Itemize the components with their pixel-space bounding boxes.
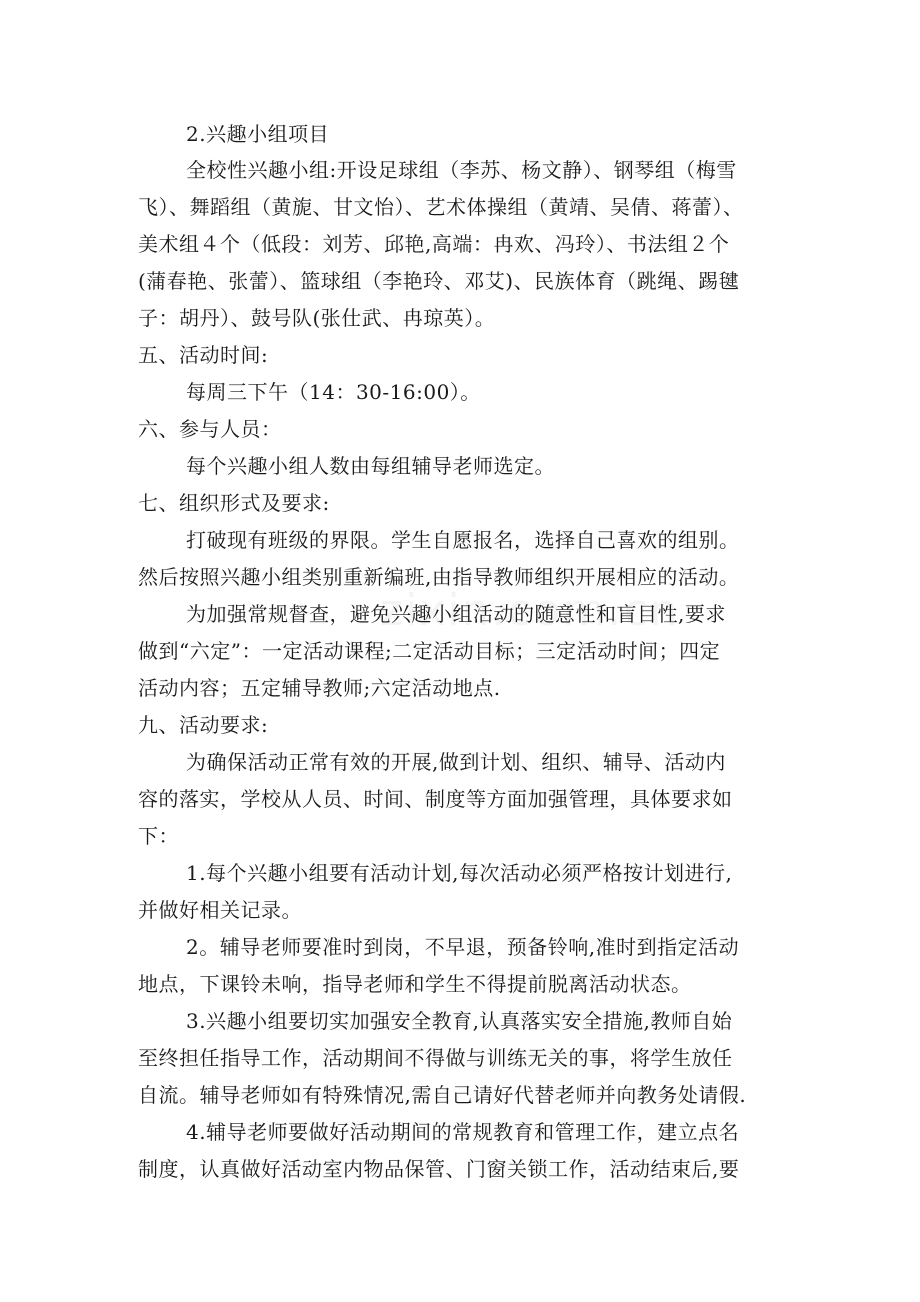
text-line: 活动内容；五定辅导教师;六定活动地点. [138,676,501,700]
text-line: 制度，认真做好活动室内物品保管、门窗关锁工作，活动结束后,要 [138,1157,740,1181]
text-line: 1.每个兴趣小组要有活动计划,每次活动必须严格按计划进行, [186,861,733,885]
text-line: 子：胡丹）、鼓号队(张仕武、冉琼英）。 [138,306,496,330]
text-line: 3.兴趣小组要切实加强安全教育,认真落实安全措施,教师自始 [186,1009,733,1033]
text-line: 2。辅导老师要准时到岗，不早退，预备铃响,准时到指定活动 [186,935,740,959]
text-line: 为确保活动正常有效的开展,做到计划、组织、辅导、活动内 [186,750,726,774]
text-line: 然后按照兴趣小组类别重新编班,由指导教师组织开展相应的活动。 [138,565,740,589]
section-heading: 六、参与人员： [138,417,282,441]
text-line: 全校性兴趣小组:开设足球组（李苏、杨文静）、钢琴组（梅雪 [186,158,737,182]
text-line: 至终担任指导工作，活动期间不得做与训练无关的事，将学生放任 [138,1046,733,1070]
text-line: 2.兴趣小组项目 [186,122,330,146]
text-line: 下： [138,824,179,848]
text-line: 做到“六定”：一定活动课程;二定活动目标；三定活动时间；四定 [138,639,721,663]
text-line: 并做好相关记录。 [138,898,302,922]
section-heading: 九、活动要求: [138,713,269,737]
text-line: 地点，下课铃未响，指导老师和学生不得提前脱离活动状态。 [138,972,692,996]
text-line: (蒲春艳、张蕾）、篮球组（李艳玲、邓艾)、民族体育（跳绳、踢毽 [138,269,740,293]
section-heading: 五、活动时间: [138,343,269,367]
text-line: 每周三下午（14：30-16:00）。 [186,380,481,404]
text-line: 自流。辅导老师如有特殊情况,需自己请好代替老师并向教务处请假. [138,1083,747,1107]
text-line: 飞）、舞蹈组（黄旎、甘文怡）、艺术体操组（黄靖、吴倩、蒋蕾）、 [138,195,744,219]
text-line: 打破现有班级的界限。学生自愿报名，选择自己喜欢的组别。 [186,528,740,552]
text-line: 容的落实，学校从人员、时间、制度等方面加强管理，具体要求如 [138,787,733,811]
text-line: 每个兴趣小组人数由每组辅导老师选定。 [186,454,555,478]
text-line: 美术组４个（低段：刘芳、邱艳,高端：冉欢、冯玲）、书法组２个 [138,232,730,256]
text-line: 4.辅导老师要做好活动期间的常规教育和管理工作，建立点名 [186,1120,740,1144]
section-heading: 七、组织形式及要求: [138,491,330,515]
text-line: 为加强常规督查，避免兴趣小组活动的随意性和盲目性,要求 [186,602,726,626]
